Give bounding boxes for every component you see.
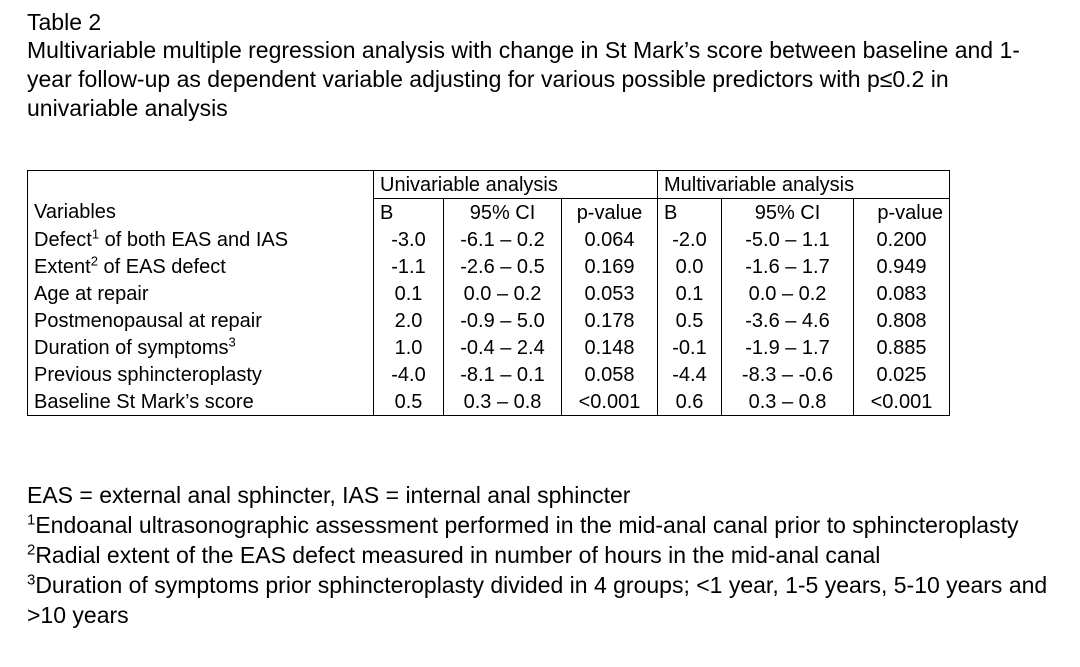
uni-b-cell: 0.1 xyxy=(374,280,444,307)
multi-ci-cell: -1.6 – 1.7 xyxy=(722,253,854,280)
uni-ci-cell: -8.1 – 0.1 xyxy=(444,361,562,388)
uni-ci-cell: -6.1 – 0.2 xyxy=(444,226,562,253)
multi-ci-cell: -3.6 – 4.6 xyxy=(722,307,854,334)
multi-b-cell: -0.1 xyxy=(658,334,722,361)
group-header-row xyxy=(28,171,950,199)
multi-ci-cell: -5.0 – 1.1 xyxy=(722,226,854,253)
group-header-multivariable: Multivariable analysis xyxy=(658,171,950,199)
column-header-uni-p: p-value xyxy=(562,199,658,227)
multi-p-cell: 0.949 xyxy=(854,253,950,280)
uni-b-cell: -4.0 xyxy=(374,361,444,388)
multi-b-cell: 0.0 xyxy=(658,253,722,280)
variable-cell xyxy=(28,226,374,253)
table-row xyxy=(28,253,950,280)
uni-p-cell: 0.064 xyxy=(562,226,658,253)
table-row xyxy=(28,307,950,334)
footnote-marker: 1 xyxy=(91,225,100,241)
footnote-2-mark: 2 xyxy=(27,541,36,559)
variable-cell xyxy=(28,253,374,280)
footnote-marker: 2 xyxy=(90,252,98,268)
variable-cell xyxy=(28,334,374,361)
variable-name: Previous sphincteroplasty xyxy=(34,363,262,386)
multi-b-cell: 0.5 xyxy=(658,307,722,334)
footnote-1-text: Endoanal ultrasonographic assessment performed in the mid-anal canal prior to sphincteroplasty xyxy=(35,512,1019,538)
column-header-multi-ci: 95% CI xyxy=(722,199,854,227)
multi-p-cell: 0.200 xyxy=(854,226,950,253)
multi-b-cell: 0.1 xyxy=(658,280,722,307)
multi-p-cell: 0.885 xyxy=(854,334,950,361)
variable-cell xyxy=(28,307,374,334)
table-row xyxy=(28,226,950,253)
variable-name: Baseline St Mark’s score xyxy=(34,390,254,413)
table-row xyxy=(28,280,950,307)
table-label: Table 2 xyxy=(27,9,102,35)
variable-name: Duration of symptoms xyxy=(34,336,229,359)
uni-p-cell: <0.001 xyxy=(562,388,658,416)
footnote-3 xyxy=(27,570,1052,630)
table-row xyxy=(28,361,950,388)
table-body xyxy=(28,226,950,416)
variable-cell xyxy=(28,388,374,416)
uni-b-cell: -1.1 xyxy=(374,253,444,280)
uni-ci-cell: -2.6 – 0.5 xyxy=(444,253,562,280)
uni-b-cell: 2.0 xyxy=(374,307,444,334)
variable-name-rest: of both EAS and IAS xyxy=(99,228,289,251)
footnotes xyxy=(27,480,1052,630)
group-header-empty-cell xyxy=(28,171,374,199)
table-row xyxy=(28,334,950,361)
uni-p-cell: 0.178 xyxy=(562,307,658,334)
document-page xyxy=(27,8,1057,628)
multi-p-cell: <0.001 xyxy=(854,388,950,416)
uni-ci-cell: -0.4 – 2.4 xyxy=(444,334,562,361)
multi-p-cell: 0.025 xyxy=(854,361,950,388)
footnote-2 xyxy=(27,540,1052,570)
column-header-multi-b: B xyxy=(658,199,722,227)
footnote-1 xyxy=(27,510,1052,540)
footnote-3-mark: 3 xyxy=(27,571,36,589)
table-row xyxy=(28,388,950,416)
multi-ci-cell: -8.3 – -0.6 xyxy=(722,361,854,388)
footnote-abbreviations: EAS = external anal sphincter, IAS = internal anal sphincter xyxy=(27,482,631,508)
variable-name: Age at repair xyxy=(34,282,149,305)
footnote-3-text: Duration of symptoms prior sphincteroplasty divided in 4 groups; <1 year, 1-5 years, 5-10 years and >10 years xyxy=(27,572,1048,628)
variable-name: Postmenopausal at repair xyxy=(34,309,262,332)
column-header-uni-ci: 95% CI xyxy=(444,199,562,227)
multi-b-cell: -4.4 xyxy=(658,361,722,388)
multi-b-cell: -2.0 xyxy=(658,226,722,253)
multi-p-cell: 0.808 xyxy=(854,307,950,334)
footnote-1-mark: 1 xyxy=(27,511,36,529)
uni-p-cell: 0.148 xyxy=(562,334,658,361)
uni-p-cell: 0.058 xyxy=(562,361,658,388)
column-header-multi-p: p-value xyxy=(854,199,950,227)
variable-cell xyxy=(28,361,374,388)
variable-name-rest: of EAS defect xyxy=(97,255,226,278)
column-header-variables: Variables xyxy=(28,199,374,227)
column-header-row xyxy=(28,199,950,227)
uni-p-cell: 0.169 xyxy=(562,253,658,280)
footnote-2-text: Radial extent of the EAS defect measured in number of hours in the mid-anal canal xyxy=(35,542,881,568)
variable-name: Extent xyxy=(34,255,91,278)
variable-name: Defect xyxy=(34,228,92,251)
variable-cell xyxy=(28,280,374,307)
uni-b-cell: 1.0 xyxy=(374,334,444,361)
uni-b-cell: 0.5 xyxy=(374,388,444,416)
uni-ci-cell: -0.9 – 5.0 xyxy=(444,307,562,334)
footnote-marker: 3 xyxy=(228,333,236,349)
regression-table xyxy=(27,170,950,416)
multi-b-cell: 0.6 xyxy=(658,388,722,416)
uni-ci-cell: 0.3 – 0.8 xyxy=(444,388,562,416)
column-header-uni-b: B xyxy=(374,199,444,227)
table-caption: Multivariable multiple regression analysis with change in St Mark’s score between baseline and 1-year follow-up as dependent variable adjusting for various possible predictors with p≤0.2 in univariable analysis xyxy=(27,37,1020,121)
regression-table-wrapper xyxy=(27,170,950,416)
multi-ci-cell: 0.3 – 0.8 xyxy=(722,388,854,416)
uni-b-cell: -3.0 xyxy=(374,226,444,253)
uni-p-cell: 0.053 xyxy=(562,280,658,307)
multi-ci-cell: -1.9 – 1.7 xyxy=(722,334,854,361)
uni-ci-cell: 0.0 – 0.2 xyxy=(444,280,562,307)
multi-p-cell: 0.083 xyxy=(854,280,950,307)
multi-ci-cell: 0.0 – 0.2 xyxy=(722,280,854,307)
group-header-univariable: Univariable analysis xyxy=(374,171,658,199)
